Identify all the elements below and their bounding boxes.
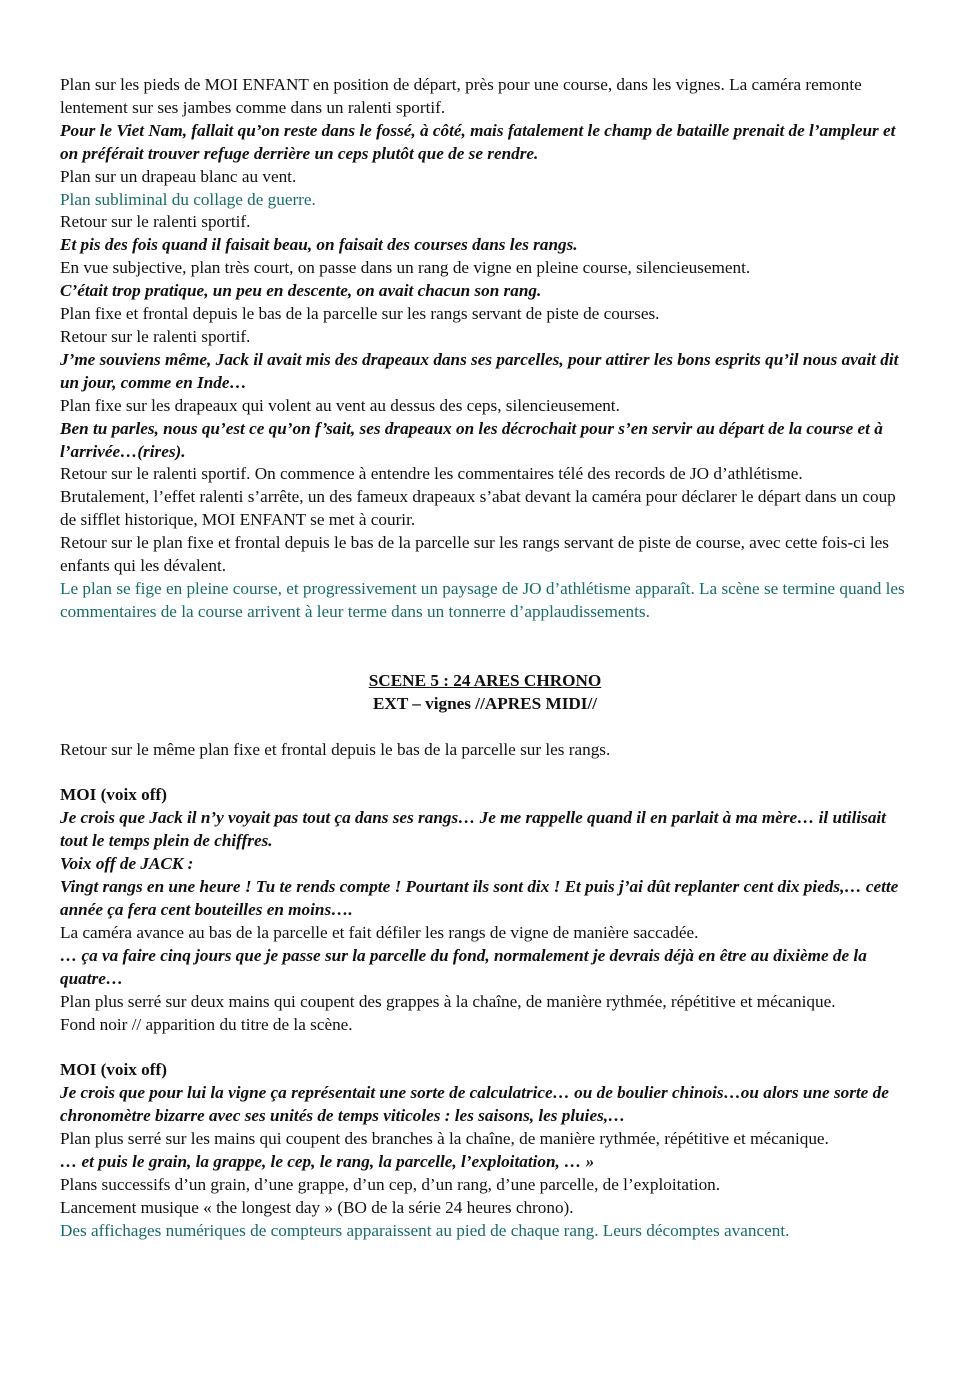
action-line: Plan fixe et frontal depuis le bas de la parcelle sur les rangs servant de piste de courses.: [60, 304, 660, 324]
action-line: Retour sur le ralenti sportif.: [60, 212, 251, 232]
action-line: Plan plus serré sur les mains qui coupent des branches à la chaîne, de manière rythmée, répétitive et mécanique.: [60, 1129, 829, 1149]
dialogue-line: Je crois que Jack il n’y voyait pas tout ça dans ses rangs… Je me rappelle quand il en parlait à ma mère… il utilisait tout le temps plein de chiffres.: [60, 808, 886, 851]
scene-title: SCENE 5 : 24 ARES CHRONO: [368, 670, 602, 690]
dialogue-block-2: [60, 1059, 910, 1242]
dialogue-line: … ça va faire cinq jours que je passe sur la parcelle du fond, normalement je devrais déjà en être au dixième de la quatre…: [60, 945, 867, 988]
action-line: Plans successifs d’un grain, d’une grappe, d’un cep, d’un rang, d’une parcelle, de l’exploitation.: [60, 1174, 721, 1194]
action-line: La caméra avance au bas de la parcelle et fait défiler les rangs de vigne de manière saccadée.: [60, 922, 699, 942]
action-line: Plan fixe sur les drapeaux qui volent au vent au dessus des ceps, silencieusement.: [60, 395, 620, 415]
scene-4-end-block: [60, 74, 910, 624]
action-line: En vue subjective, plan très court, on passe dans un rang de vigne en pleine course, silencieusement.: [60, 258, 751, 278]
action-line: Retour sur le ralenti sportif.: [60, 326, 251, 346]
scene-intro-action: Retour sur le même plan fixe et frontal depuis le bas de la parcelle sur les rangs.: [60, 739, 611, 759]
dialogue-line: Je crois que pour lui la vigne ça représentait une sorte de calculatrice… ou de boulier chinois…ou alors une sorte de chronomètre bizarre avec ses unités de temps viticoles : les saisons, les pluies,…: [60, 1083, 889, 1126]
scene-heading: [60, 670, 910, 716]
dialogue-line: … et puis le grain, la grappe, le cep, le rang, la parcelle, l’exploitation, … »: [60, 1152, 595, 1172]
speaker-name: MOI (voix off): [60, 1060, 167, 1080]
subliminal-note: Des affichages numériques de compteurs apparaissent au pied de chaque rang. Leurs décomptes avancent.: [60, 1220, 790, 1240]
action-line: Lancement musique « the longest day » (BO de la série 24 heures chrono).: [60, 1197, 574, 1217]
speaker-name: MOI (voix off): [60, 785, 167, 805]
dialogue-line: J’me souviens même, Jack il avait mis des drapeaux dans ses parcelles, pour attirer les bons esprits qu’il nous avait dit un jour, comme en Inde…: [60, 349, 899, 392]
subliminal-note: Le plan se fige en pleine course, et progressivement un paysage de JO d’athlétisme apparaît. La scène se termine quand les commentaires de la course arrivent à leur terme dans un tonnerre d’applaudissements.: [60, 578, 905, 621]
dialogue-line: C’était trop pratique, un peu en descente, on avait chacun son rang.: [60, 281, 542, 301]
dialogue-line: Vingt rangs en une heure ! Tu te rends compte ! Pourtant ils sont dix ! Et puis j’ai dût replanter cent dix pieds,… cette année ça fera cent bouteilles en moins….: [60, 877, 899, 919]
dialogue-line: Ben tu parles, nous qu’est ce qu’on f’sait, ses drapeaux on les décrochait pour s’en servir au départ de la course et à l’arrivée…(rires).: [60, 418, 883, 461]
dialogue-line: Et pis des fois quand il faisait beau, on faisait des courses dans les rangs.: [60, 235, 578, 255]
action-line: Plan sur les pieds de MOI ENFANT en position de départ, près pour une course, dans les vignes. La caméra remonte lentement sur ses jambes comme dans un ralenti sportif.: [60, 75, 862, 117]
dialogue-line: Voix off de JACK :: [60, 854, 194, 874]
action-line: Retour sur le plan fixe et frontal depuis le bas de la parcelle sur les rangs servant de piste de course, avec cette fois-ci les enfants qui les dévalent.: [60, 533, 889, 576]
scene-setting: EXT – vignes //APRES MIDI//: [372, 693, 598, 713]
action-line: Plan plus serré sur deux mains qui coupent des grappes à la chaîne, de manière rythmée, répétitive et mécanique.: [60, 991, 836, 1011]
subliminal-note: Plan subliminal du collage de guerre.: [60, 189, 316, 209]
dialogue-block-1: [60, 784, 910, 1036]
action-line: Fond noir // apparition du titre de la scène.: [60, 1014, 353, 1034]
dialogue-line: Pour le Viet Nam, fallait qu’on reste dans le fossé, à côté, mais fatalement le champ de bataille prenait de l’ampleur et on préférait trouver refuge derrière un ceps plutôt que de se rendre.: [60, 120, 896, 163]
action-line: Retour sur le ralenti sportif. On commence à entendre les commentaires télé des records de JO d’athlétisme.: [60, 464, 803, 484]
script-page: [60, 74, 910, 1243]
action-line: Plan sur un drapeau blanc au vent.: [60, 166, 297, 186]
action-line: Brutalement, l’effet ralenti s’arrête, un des fameux drapeaux s’abat devant la caméra pour déclarer le départ dans un coup de sifflet historique, MOI ENFANT se met à courir.: [60, 487, 896, 530]
